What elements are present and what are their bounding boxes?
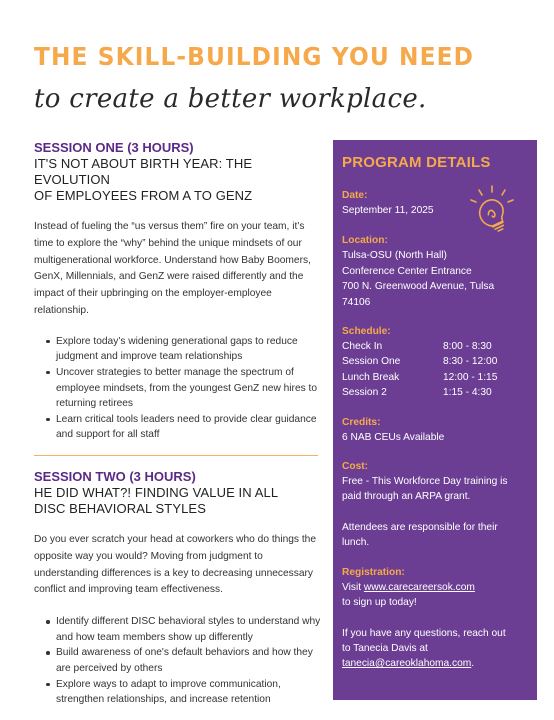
session-one-description: Instead of fueling the “us versus them” fire on your team, it’s time to explore the “why” behind the unique mindsets of our multigenerational workforce. Understand how Baby Boomers, GenX, Millennials, and GenZ were raised differently and the impact of their upbringing on the employer-employee relationship. [34, 221, 311, 316]
location-line: 700 N. Greenwood Avenue, Tulsa [342, 281, 495, 293]
schedule-time: 1:15 - 4:30 [443, 387, 492, 399]
session-two-label: SESSION TWO (3 HOURS) [34, 468, 196, 484]
session-two-description: Do you ever scratch your head at coworkers who do things the opposite way you would? Moving from judgment to understanding differences is a key to decreasing unnecessary conflict and improving team effectiveness. [34, 533, 317, 596]
sessions-column [34, 140, 322, 708]
list-item: Learn critical tools leaders need to provide clear guidance and support for all staff [46, 412, 322, 443]
session-two-title [34, 485, 322, 517]
session-two-title-line2: DISC BEHAVIORAL STYLES [34, 500, 206, 516]
signup-text: to sign up today! [342, 597, 417, 609]
section-divider [34, 455, 318, 456]
lightbulb-icon [464, 183, 520, 239]
session-one-title-line2: OF EMPLOYEES FROM A TO GENZ [34, 188, 253, 203]
location-line: 74106 [342, 296, 371, 308]
location-label: Location: [342, 235, 388, 247]
email-link[interactable]: tanecia@careoklahoma.com [342, 658, 472, 670]
registration-section [342, 566, 528, 672]
registration-label: Registration: [342, 566, 405, 578]
schedule-section [342, 325, 528, 401]
questions-text: If you have any questions, reach out [342, 627, 506, 639]
cost-line: paid through an ARPA grant. [342, 491, 471, 503]
credits-section [342, 416, 528, 445]
location-line: Tulsa-OSU (North Hall) [342, 250, 447, 262]
list-item: Uncover strategies to better manage the spectrum of employee mindsets, from the youngest GenZ new hires to returning retirees [46, 365, 322, 412]
schedule-item: Session 2 [342, 387, 387, 399]
schedule-item: Check In [342, 341, 383, 353]
registration-link[interactable]: www.carecareersok.com [363, 581, 475, 593]
session-one-label: SESSION ONE (3 HOURS) [34, 140, 194, 155]
schedule-row [342, 339, 528, 354]
lunch-note: Attendees are responsible for their [342, 521, 498, 533]
email-line [342, 656, 528, 671]
visit-prefix: Visit [342, 581, 364, 593]
schedule-time: 8:00 - 8:30 [443, 341, 492, 353]
credits-value: 6 NAB CEUs Available [342, 431, 445, 443]
session-one-bullets [34, 334, 322, 443]
session-one-title [34, 156, 322, 204]
location-line: Conference Center Entrance [342, 265, 472, 277]
cost-line: Free - This Workforce Day training is [342, 476, 508, 488]
schedule-row [342, 370, 528, 385]
location-section [342, 234, 528, 310]
session-two-bullets [34, 614, 322, 708]
date-label: Date: [342, 190, 368, 201]
date-value: September 11, 2025 [342, 205, 434, 216]
schedule-label: Schedule: [342, 326, 391, 338]
cost-section [342, 460, 528, 551]
schedule-row [342, 354, 528, 369]
session-one-title-line1: IT'S NOT ABOUT BIRTH YEAR: THE EVOLUTION [34, 156, 253, 187]
list-item: Explore ways to adapt to improve communication, strengthen relationships, and increase retention [46, 677, 322, 708]
schedule-item: Session One [342, 356, 401, 368]
session-two-title-line1: HE DID WHAT?! FINDING VALUE IN ALL [34, 484, 279, 500]
schedule-item: Lunch Break [342, 371, 400, 383]
registration-visit [342, 580, 528, 595]
questions-text: to Tanecia Davis at [342, 642, 428, 654]
list-item: Build awareness of one's default behaviors and how they are perceived by others [46, 645, 322, 676]
page-headline: THE SKILL-BUILDING YOU NEED [34, 42, 475, 71]
email-suffix: . [471, 658, 475, 670]
lunch-note: lunch. [342, 537, 370, 549]
list-item: Identify different DISC behavioral styles to understand why and how team members show up differently [46, 614, 322, 645]
schedule-time: 12:00 - 1:15 [443, 371, 498, 383]
list-item: Explore today’s widening generational gaps to reduce judgment and improve team relationships [46, 334, 322, 365]
cost-label: Cost: [342, 461, 369, 473]
schedule-row [342, 385, 528, 400]
program-details-title: PROGRAM DETAILS [342, 154, 491, 171]
schedule-time: 8:30 - 12:00 [443, 356, 498, 368]
page-tagline: to create a better workplace. [34, 84, 427, 114]
credits-label: Credits: [342, 416, 381, 428]
